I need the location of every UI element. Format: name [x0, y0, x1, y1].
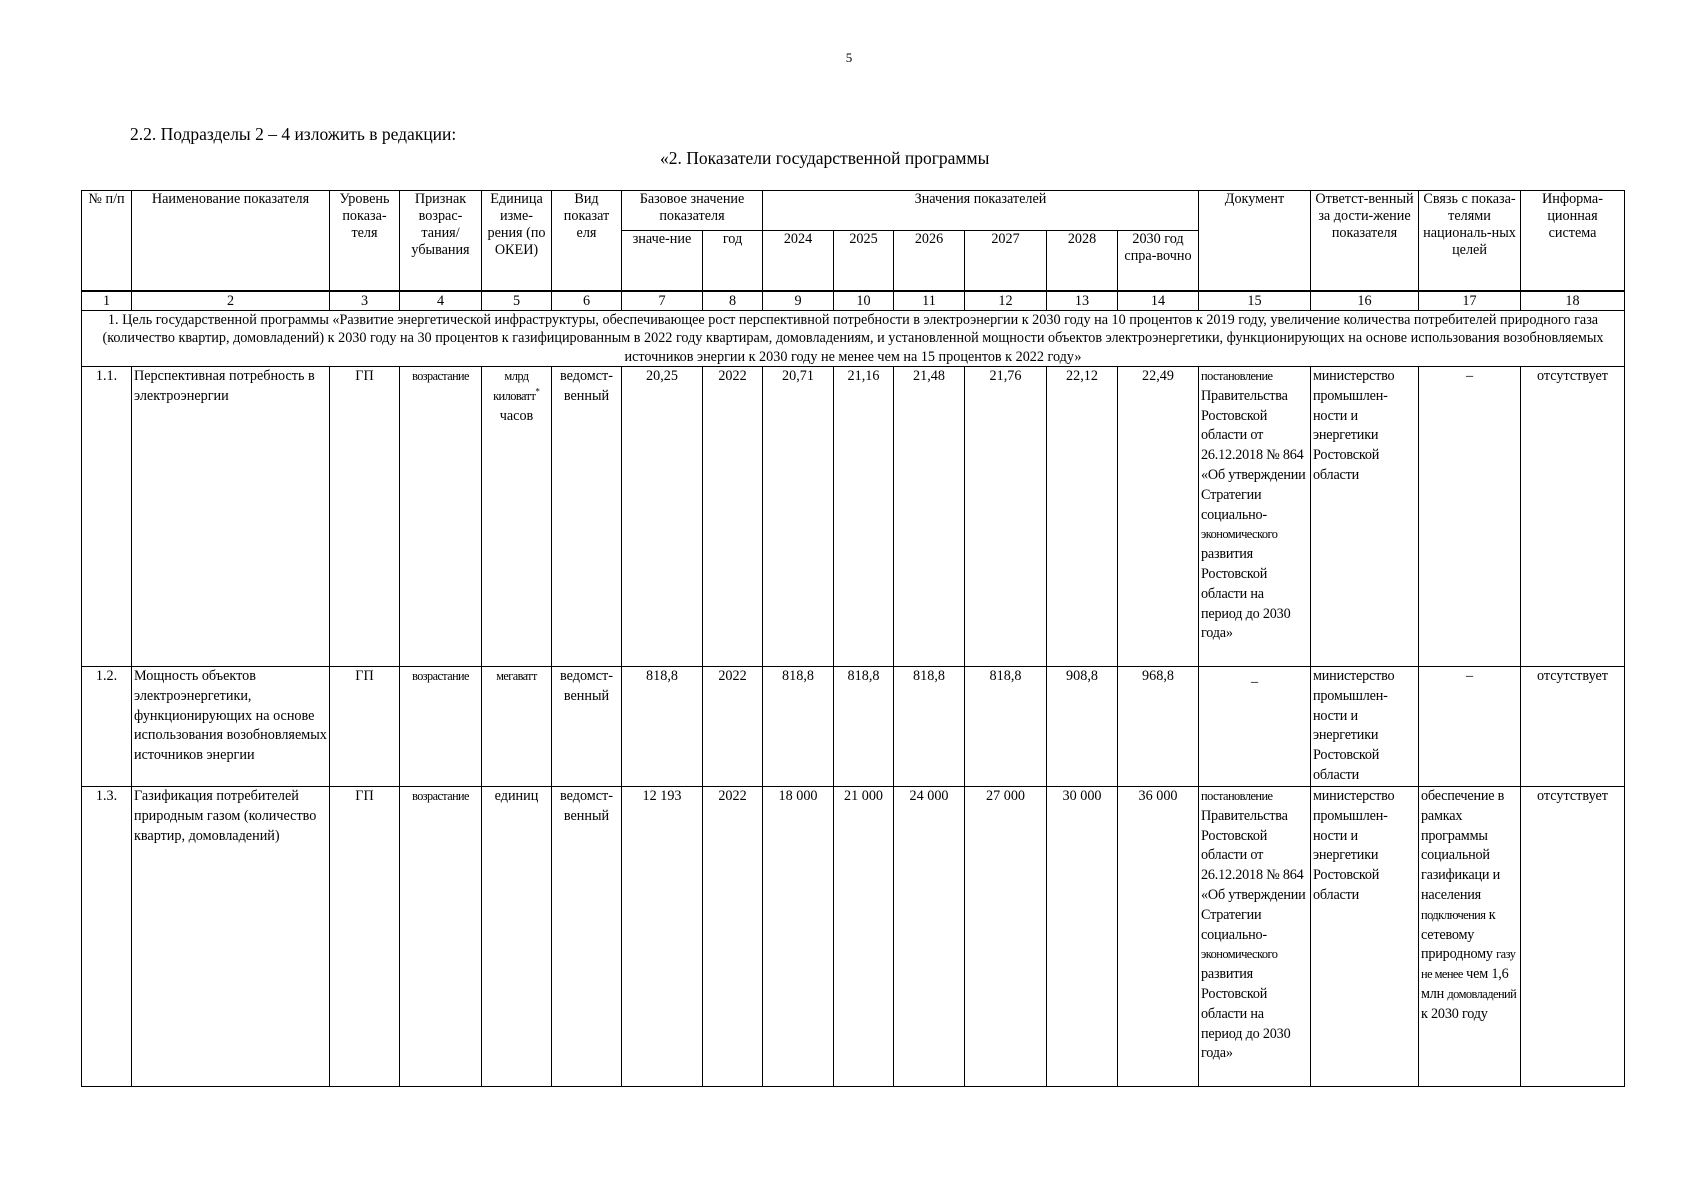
row-level: ГП: [330, 367, 400, 667]
row-unit: мегаватт: [482, 667, 552, 787]
unit-tail: часов: [499, 407, 534, 424]
row-value-2028: 22,12: [1047, 367, 1118, 667]
row-base-year: 2022: [703, 367, 763, 667]
column-number: 16: [1311, 291, 1419, 311]
row-base-value: 20,25: [622, 367, 703, 667]
row-value-2025: 21,16: [834, 367, 894, 667]
row-base-value: 818,8: [622, 667, 703, 787]
header-responsible: Ответст-венный за дости-жение показателя: [1311, 191, 1419, 291]
unit-footnote-mark: *: [535, 386, 540, 397]
header-2030: 2030 год спра-вочно: [1118, 231, 1199, 291]
document-body: Правительства Ростовской области от 26.12.2018 № 864 «Об утверждении Стратегии социально-: [1201, 387, 1306, 523]
row-type: ведомст-венный: [552, 367, 622, 667]
row-info-system: отсутствует: [1521, 787, 1625, 1087]
link-part-a: обеспечение в рамках программы социальной газификаци и населения: [1421, 788, 1505, 903]
document-mid: экономического: [1201, 527, 1278, 542]
document-body: Правительства Ростовской области от 26.12.2018 № 864 «Об утверждении Стратегии социально-: [1201, 807, 1306, 943]
column-number: 1: [82, 291, 132, 311]
column-number: 3: [330, 291, 400, 311]
link-part-b: подключения: [1421, 907, 1486, 922]
table-row: [82, 367, 1625, 667]
page-number: 5: [845, 50, 853, 65]
header-base-value: значе-ние: [622, 231, 703, 291]
row-value-2024: 20,71: [763, 367, 834, 667]
row-info-system: отсутствует: [1521, 667, 1625, 787]
column-number: 11: [894, 291, 965, 311]
column-number: 18: [1521, 291, 1625, 311]
column-number: 13: [1047, 291, 1118, 311]
indicators-table: [81, 190, 1625, 1087]
row-base-year: 2022: [703, 667, 763, 787]
header-type: Вид показат еля: [552, 191, 622, 291]
row-value-2030: 968,8: [1118, 667, 1199, 787]
row-value-2028: 30 000: [1047, 787, 1118, 1087]
goal-row: [82, 310, 1625, 367]
column-number: 14: [1118, 291, 1199, 311]
goal-text: 1. Цель государственной программы «Развитие энергетической инфраструктуры, обеспечивающее рост перспективной потребности в электроэнергии к 2030 году на 10 процентов к 2019 году, увеличение количества потребителей природного газа (количество квартир, домовладений) к 2030 году на 30 процентов к газифицированным в 2022 году квартирам, домовладениям, и установленной мощности объектов электроэнергетики, функционирующих на основе использования возобновляемых источников энергии к 2030 году не менее чем на 15 процентов к 2022 году»: [82, 310, 1625, 367]
document-head: постановление: [1201, 369, 1273, 383]
header-2025: 2025: [834, 231, 894, 291]
row-base-value: 12 193: [622, 787, 703, 1087]
row-num: 1.2.: [82, 667, 132, 787]
header-document: Документ: [1199, 191, 1311, 291]
column-number: 10: [834, 291, 894, 311]
header-2028: 2028: [1047, 231, 1118, 291]
row-value-2024: 818,8: [763, 667, 834, 787]
row-value-2024: 18 000: [763, 787, 834, 1087]
link-part-g: к 2030 году: [1421, 1005, 1488, 1022]
row-link: –: [1419, 667, 1521, 787]
row-value-2030: 36 000: [1118, 787, 1199, 1087]
row-name: Мощность объектов электроэнергетики, функционирующих на основе использования возобновляемых источников энергии: [132, 667, 330, 787]
header-unit: Единица изме-рения (по ОКЕИ): [482, 191, 552, 291]
intro-text: 2.2. Подразделы 2 – 4 изложить в редакции:: [130, 124, 457, 144]
document-tail: развития Ростовской области на период до 2030 года»: [1201, 546, 1291, 642]
header-base-group: Базовое значение показателя: [622, 191, 763, 231]
row-responsible: министерство промышлен-ности и энергетики Ростовской области: [1311, 787, 1419, 1087]
unit-main: млрд киловатт: [493, 369, 536, 403]
header-link: Связь с показа-телями националь-ных целей: [1419, 191, 1521, 291]
row-value-2026: 21,48: [894, 367, 965, 667]
row-level: ГП: [330, 787, 400, 1087]
row-document: [1199, 367, 1311, 667]
row-base-year: 2022: [703, 787, 763, 1087]
row-value-2027: 27 000: [965, 787, 1047, 1087]
link-part-c: к сетевому природному: [1421, 906, 1496, 963]
row-unit: единиц: [482, 787, 552, 1087]
header-2026: 2026: [894, 231, 965, 291]
header-level: Уровень показа-теля: [330, 191, 400, 291]
header-2027: 2027: [965, 231, 1047, 291]
column-number: 17: [1419, 291, 1521, 311]
row-value-2025: 818,8: [834, 667, 894, 787]
row-responsible: министерство промышлен-ности и энергетики Ростовской области: [1311, 667, 1419, 787]
header-num: № п/п: [82, 191, 132, 291]
header-name: Наименование показателя: [132, 191, 330, 291]
document-head: постановление: [1201, 789, 1273, 803]
column-number: 15: [1199, 291, 1311, 311]
row-type: ведомст-венный: [552, 667, 622, 787]
link-part-e: чем 1,6 млн: [1421, 966, 1509, 1002]
column-number: 6: [552, 291, 622, 311]
column-number: 2: [132, 291, 330, 311]
header-values-group: Значения показателей: [763, 191, 1199, 231]
table-row: [82, 787, 1625, 1087]
row-document: [1199, 787, 1311, 1087]
header-info-system: Информа-ционная система: [1521, 191, 1625, 291]
row-unit: [482, 367, 552, 667]
row-name: Газификация потребителей природным газом (количество квартир, домовладений): [132, 787, 330, 1087]
row-value-2025: 21 000: [834, 787, 894, 1087]
row-num: 1.3.: [82, 787, 132, 1087]
column-number: 5: [482, 291, 552, 311]
row-value-2028: 908,8: [1047, 667, 1118, 787]
table-row: [82, 667, 1625, 787]
row-value-2027: 818,8: [965, 667, 1047, 787]
header-2024: 2024: [763, 231, 834, 291]
row-value-2026: 24 000: [894, 787, 965, 1087]
document-mid: экономического: [1201, 947, 1278, 962]
row-value-2026: 818,8: [894, 667, 965, 787]
row-trend: возрастание: [400, 667, 482, 787]
link-part-f: домовладений: [1447, 986, 1517, 1001]
row-link: –: [1419, 367, 1521, 667]
column-number: 8: [703, 291, 763, 311]
row-responsible: министерство промышлен-ности и энергетики Ростовской области: [1311, 367, 1419, 667]
document-tail: развития Ростовской области на период до 2030 года»: [1201, 966, 1291, 1062]
row-type: ведомст-венный: [552, 787, 622, 1087]
row-value-2030: 22,49: [1118, 367, 1199, 667]
column-number: 9: [763, 291, 834, 311]
row-num: 1.1.: [82, 367, 132, 667]
row-name: Перспективная потребность в электроэнергии: [132, 367, 330, 667]
row-trend: возрастание: [400, 787, 482, 1087]
row-level: ГП: [330, 667, 400, 787]
column-number-row: [82, 291, 1625, 311]
column-number: 12: [965, 291, 1047, 311]
row-document: –: [1199, 667, 1311, 787]
column-number: 7: [622, 291, 703, 311]
column-number: 4: [400, 291, 482, 311]
header-base-year: год: [703, 231, 763, 291]
row-trend: возрастание: [400, 367, 482, 667]
row-value-2027: 21,76: [965, 367, 1047, 667]
link-part-d: газу не менее: [1421, 947, 1516, 982]
header-trend: Признак возрас-тания/ убывания: [400, 191, 482, 291]
section-title: «2. Показатели государственной программы: [660, 148, 990, 168]
row-link: [1419, 787, 1521, 1087]
row-info-system: отсутствует: [1521, 367, 1625, 667]
